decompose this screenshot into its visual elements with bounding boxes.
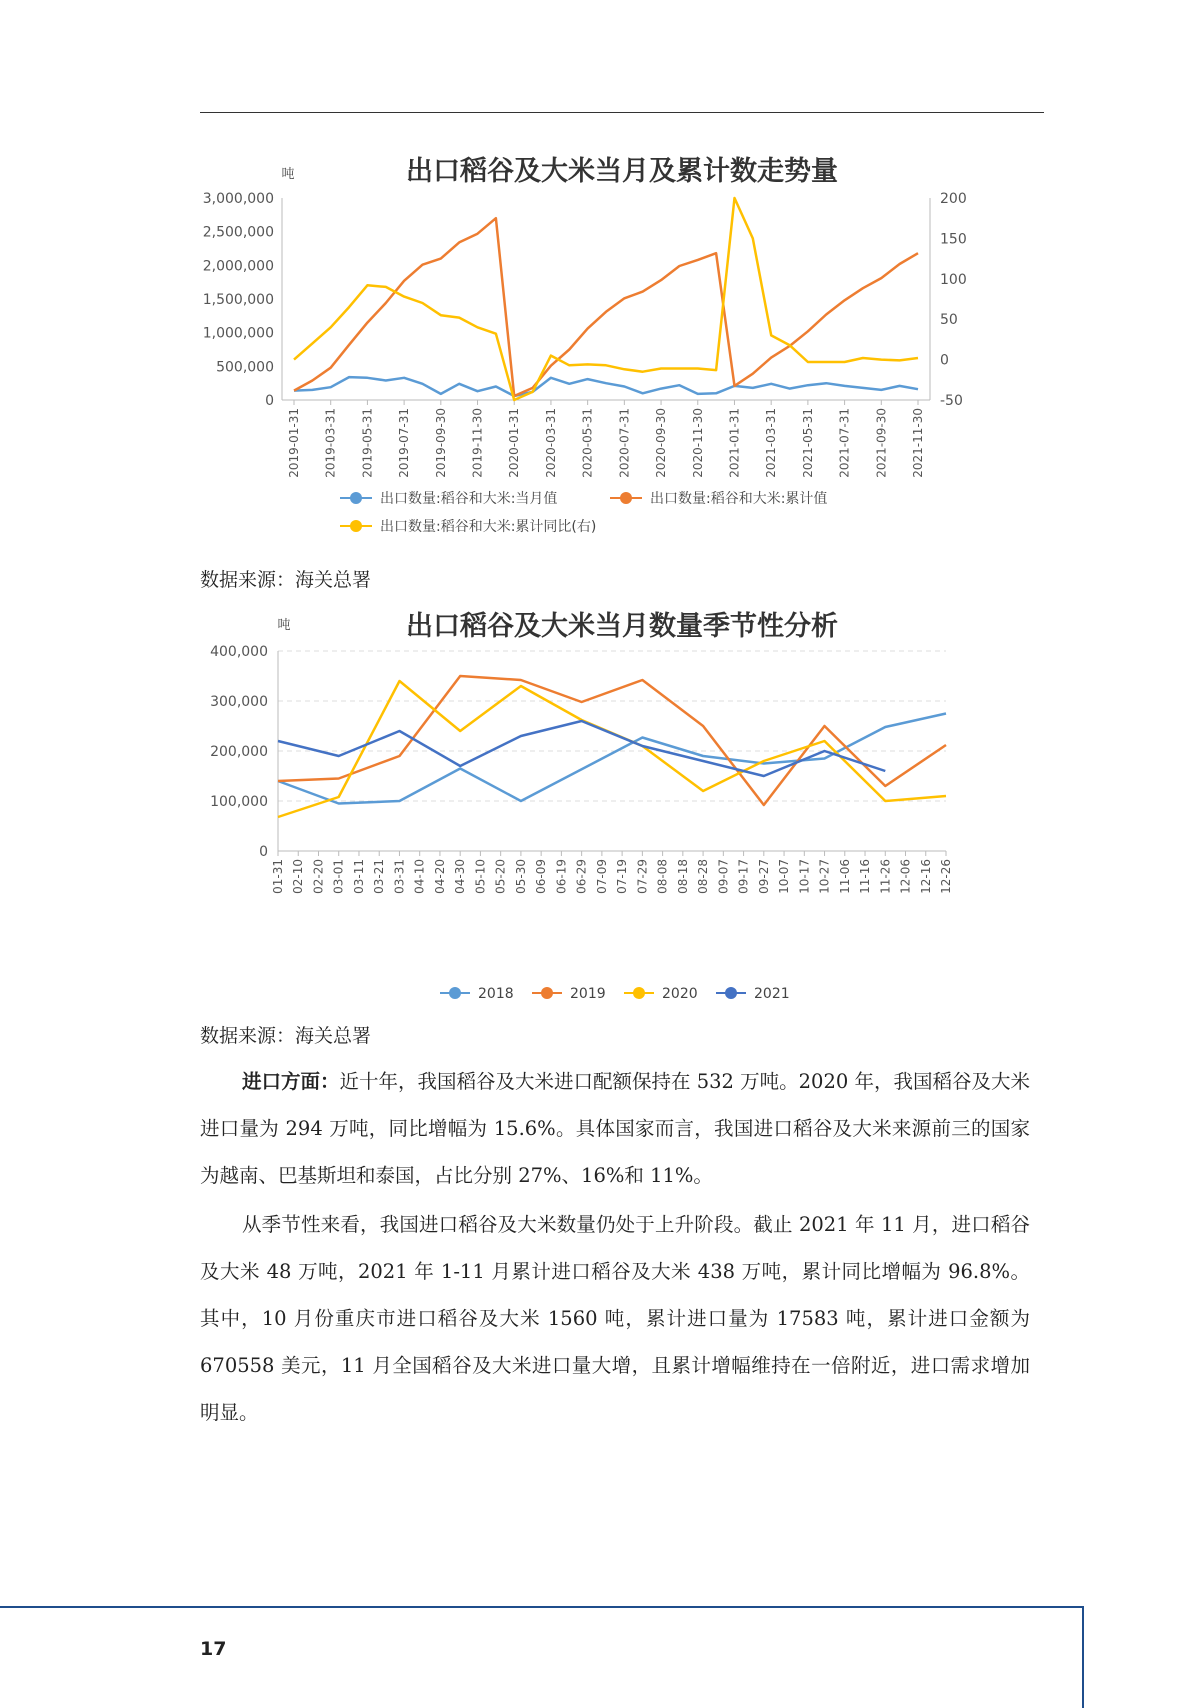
- x-tick-label: 06-19: [554, 859, 569, 894]
- y-tick: 200,000: [210, 744, 268, 760]
- chart-export-trend: [190, 150, 1050, 560]
- x-tick-label: 10-17: [797, 859, 812, 894]
- x-tick-label: 02-10: [291, 859, 306, 894]
- x-tick-label: 03-11: [351, 859, 366, 894]
- x-tick-label: 02-20: [311, 859, 326, 894]
- x-tick-label: 2021-03-31: [764, 408, 779, 478]
- legend-marker: [350, 520, 362, 532]
- series-line: [294, 218, 918, 396]
- x-tick-label: 2021-01-31: [727, 408, 742, 478]
- paragraph-lead: 进口方面：: [242, 1070, 340, 1093]
- x-tick-label: 11-26: [878, 859, 893, 894]
- x-tick-label: 09-27: [756, 859, 771, 894]
- x-tick-label: 2021-11-30: [911, 408, 925, 478]
- x-tick-label: 01-31: [271, 859, 285, 894]
- y-tick: 400,000: [210, 644, 268, 660]
- y-tick-left: 2,000,000: [202, 258, 274, 275]
- x-tick-label: 05-30: [513, 859, 528, 894]
- unit-label: 吨: [281, 167, 295, 182]
- legend-marker: [541, 987, 553, 999]
- x-tick-label: 06-29: [574, 859, 589, 894]
- source-note-1: 数据来源：海关总署: [200, 569, 372, 591]
- x-tick-label: 2020-07-31: [617, 408, 632, 478]
- y-tick: 300,000: [210, 694, 268, 710]
- legend-label: 2019: [570, 986, 606, 1002]
- x-tick-label: 10-07: [777, 859, 792, 894]
- y-tick-right: -50: [940, 393, 963, 409]
- y-tick-left: 2,500,000: [202, 224, 274, 241]
- x-tick-label: 2019-09-30: [433, 408, 448, 478]
- legend-marker: [449, 987, 461, 999]
- legend-label: 2021: [754, 986, 790, 1002]
- legend-marker: [620, 492, 632, 504]
- x-tick-label: 03-21: [372, 859, 387, 894]
- legend-marker: [633, 987, 645, 999]
- x-tick-label: 2020-01-31: [507, 408, 522, 478]
- x-tick-label: 08-08: [655, 859, 670, 894]
- legend-label: 出口数量:稻谷和大米:当月值: [380, 491, 558, 507]
- y-tick-right: 100: [940, 271, 967, 288]
- x-tick-label: 03-01: [331, 859, 346, 894]
- page-number: 17: [200, 1638, 227, 1660]
- x-tick-label: 10-27: [817, 859, 832, 894]
- chart-seasonal-svg: [190, 605, 1050, 1015]
- x-tick-label: 09-17: [736, 859, 751, 894]
- y-tick-right: 200: [940, 191, 967, 207]
- x-tick-label: 2020-05-31: [580, 408, 595, 478]
- x-tick-label: 2020-09-30: [654, 408, 669, 478]
- unit-label: 吨: [277, 618, 291, 633]
- chart-export-trend-svg: [190, 150, 1050, 560]
- paragraph-seasonal: 从季节性来看，我国进口稻谷及大米数量仍处于上升阶段。截止 2021 年 11 月，进口稻谷及大米 48 万吨，2021 年 1-11 月累计进口稻谷及大米 438 万吨，累计同比增幅为 96.8%。其中，10 月份重庆市进口稻谷及大米 1560 吨，累计进口量为 17583 吨，累计进口金额为 670558 美元，11 月全国稻谷及大米进口量大增，且累计增幅维持在一倍附近，进口需求增加明显。: [200, 1213, 1030, 1424]
- x-tick-label: 04-30: [453, 859, 468, 894]
- y-tick-left: 1,000,000: [202, 325, 274, 342]
- x-tick-label: 11-06: [837, 859, 852, 894]
- y-tick: 0: [259, 844, 268, 860]
- x-tick-label: 04-10: [412, 859, 427, 894]
- x-tick-label: 11-16: [858, 859, 873, 894]
- y-tick-left: 1,500,000: [202, 292, 274, 308]
- x-tick-label: 2021-05-31: [800, 408, 815, 478]
- header-rule: [200, 112, 1044, 113]
- x-tick-label: 07-29: [635, 859, 650, 894]
- chart-seasonal: [190, 605, 1050, 1015]
- x-tick-label: 12-16: [918, 859, 933, 894]
- y-tick-left: 500,000: [216, 359, 274, 376]
- x-tick-label: 03-31: [392, 859, 407, 894]
- x-tick-label: 04-20: [432, 859, 447, 894]
- legend-marker: [725, 987, 737, 999]
- x-tick-label: 05-20: [493, 859, 508, 894]
- y-tick: 100,000: [210, 794, 268, 810]
- x-tick-label: 07-19: [615, 859, 630, 894]
- footer-frame: [0, 1606, 1084, 1708]
- x-tick-label: 2019-05-31: [360, 408, 375, 478]
- chart-title: 出口稻谷及大米当月及累计数走势量: [406, 156, 838, 187]
- legend-marker: [350, 492, 362, 504]
- paragraph-body: 近十年，我国稻谷及大米进口配额保持在 532 万吨。2020 年，我国稻谷及大米进口量为 294 万吨，同比增幅为 15.6%。具体国家而言，我国进口稻谷及大米来源前三的国家为越南、巴基斯坦和泰国，占比分别 27%、16%和 11%。: [200, 1070, 1030, 1187]
- x-tick-label: 08-18: [675, 859, 690, 894]
- x-tick-label: 2021-09-30: [874, 408, 889, 478]
- series-line: [294, 377, 918, 396]
- x-tick-label: 12-26: [939, 859, 953, 894]
- x-tick-label: 08-28: [696, 859, 711, 894]
- x-tick-label: 2019-11-30: [470, 408, 485, 478]
- legend-label: 2018: [478, 986, 514, 1002]
- x-tick-label: 2019-07-31: [397, 408, 412, 478]
- chart-title: 出口稻谷及大米当月数量季节性分析: [406, 611, 838, 642]
- x-tick-label: 2021-07-31: [837, 408, 852, 478]
- legend-label: 2020: [662, 986, 698, 1002]
- x-tick-label: 12-06: [898, 859, 913, 894]
- y-tick-right: 50: [940, 312, 958, 329]
- paragraph-import: [200, 1058, 1030, 1199]
- x-tick-label: 2019-01-31: [287, 408, 301, 478]
- legend-label: 出口数量:稻谷和大米:累计值: [650, 491, 828, 507]
- x-tick-label: 06-09: [534, 859, 549, 894]
- x-tick-label: 2020-11-30: [690, 408, 705, 478]
- y-tick-right: 0: [940, 352, 949, 369]
- source-note-2: 数据来源：海关总署: [200, 1025, 372, 1047]
- legend-label: 出口数量:稻谷和大米:累计同比(右): [380, 519, 597, 535]
- y-tick-right: 150: [940, 231, 967, 248]
- y-tick-left: 0: [265, 393, 274, 409]
- x-tick-label: 07-09: [594, 859, 609, 894]
- x-tick-label: 09-07: [716, 859, 731, 894]
- x-tick-label: 2020-03-31: [543, 408, 558, 478]
- y-tick-left: 3,000,000: [202, 191, 274, 207]
- x-tick-label: 2019-03-31: [323, 408, 338, 478]
- x-tick-label: 05-10: [473, 859, 488, 894]
